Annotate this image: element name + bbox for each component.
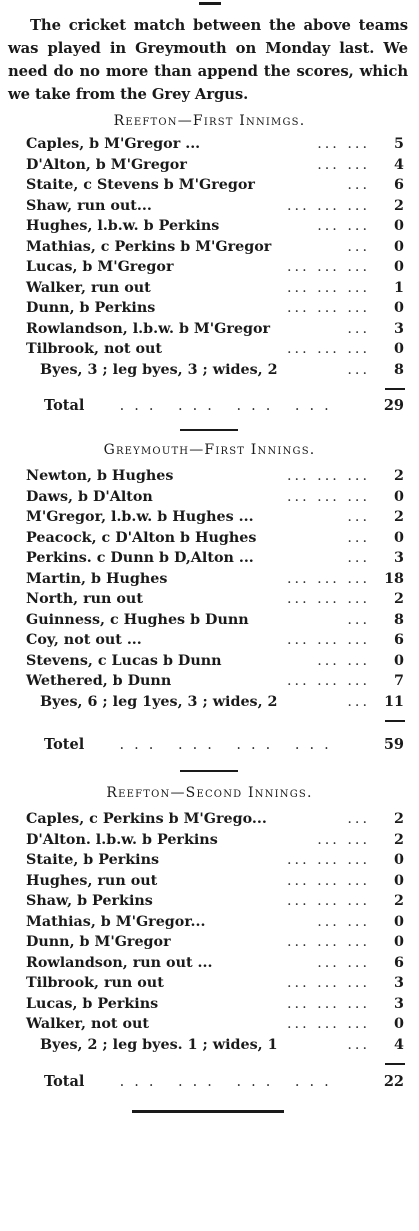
batsman-score: 6: [394, 177, 404, 193]
leader-dots: ... ... ...: [287, 975, 370, 991]
batsman-score: 6: [394, 632, 404, 648]
innings-batting-list: [26, 811, 404, 1057]
batsman-row: [26, 914, 404, 935]
extras-entry: Byes, 2 ; leg byes. 1 ; wides, 1: [40, 1036, 278, 1053]
batsman-row: [26, 612, 404, 633]
batsman-score: 0: [394, 488, 404, 505]
leader-dots: ... ...: [317, 652, 370, 669]
leader-dots: ... ... ...: [287, 852, 370, 868]
batsman-row: [26, 280, 404, 301]
batsman-entry: D'Alton. l.b.w. b Perkins: [26, 831, 218, 848]
total-label: Total: [44, 397, 85, 414]
leader-dots: ... ... ... ...: [119, 737, 339, 753]
batsman-entry: Walker, not out: [26, 1016, 150, 1032]
leader-dots: ... ... ...: [287, 872, 370, 889]
batsman-score: 5: [394, 136, 404, 152]
batsman-row: [26, 955, 404, 976]
batsman-score: 2: [394, 893, 404, 909]
total-score: 22: [383, 1073, 404, 1090]
leader-dots: ... ... ...: [287, 995, 370, 1012]
leader-dots: ... ... ...: [287, 279, 370, 296]
batsman-entry: Staite, b Perkins: [26, 852, 160, 868]
batsman-score: 0: [394, 652, 404, 669]
batsman-entry: Tilbrook, not out: [26, 341, 163, 357]
batsman-row: [26, 975, 404, 996]
batsman-score: 0: [394, 1016, 404, 1032]
batsman-score: 2: [394, 591, 404, 607]
batsman-row: [26, 136, 404, 157]
leader-dots: ... ... ... ...: [119, 1074, 339, 1090]
total-score: 59: [383, 736, 404, 753]
batsman-row: [26, 811, 404, 832]
leader-dots: ...: [347, 361, 370, 378]
leader-dots: ... ... ...: [287, 1016, 370, 1032]
batsman-entry: Shaw, b Perkins: [26, 893, 153, 909]
leader-dots: ...: [347, 550, 370, 566]
batsman-entry: Rowlandson, run out ...: [26, 954, 213, 971]
leader-dots: ... ... ...: [287, 632, 370, 648]
batsman-score: 0: [394, 218, 404, 234]
innings-batting-list: [26, 136, 404, 382]
leader-dots: ...: [347, 529, 370, 546]
leader-dots: ... ... ...: [287, 488, 370, 505]
leader-dots: ... ... ...: [287, 934, 370, 950]
total-row: [44, 736, 404, 753]
batsman-entry: Shaw, run out...: [26, 197, 152, 214]
leader-dots: ... ... ...: [287, 673, 370, 689]
batsman-entry: Perkins. c Dunn b D,Alton ...: [26, 550, 254, 566]
batsman-score: 7: [394, 673, 404, 689]
batsman-entry: Martin, b Hughes: [26, 570, 168, 587]
batsman-entry: Hughes, l.b.w. b Perkins: [26, 218, 220, 234]
batsman-score: 2: [394, 509, 404, 525]
batsman-row: [26, 550, 404, 571]
batsman-row: [26, 996, 404, 1017]
batsman-entry: Tilbrook, run out: [26, 975, 164, 991]
batsman-row: [26, 198, 404, 219]
batsman-entry: Caples, b M'Gregor ...: [26, 136, 201, 152]
total-row: [44, 1073, 404, 1090]
batsman-score: 2: [394, 811, 404, 827]
batsman-score: 18: [384, 570, 404, 587]
batsman-score: 0: [394, 259, 404, 275]
batsman-row: [26, 873, 404, 894]
batsman-score: 0: [394, 238, 404, 255]
batsman-row: [26, 300, 404, 321]
batsman-entry: Guinness, c Hughes b Dunn: [26, 611, 249, 628]
batsman-entry: Hughes, run out: [26, 872, 158, 889]
batsman-score: 0: [394, 852, 404, 868]
section-separator: [180, 429, 238, 431]
total-rule: [385, 720, 405, 722]
batsman-entry: Stevens, c Lucas b Dunn: [26, 652, 222, 669]
batsman-score: 4: [394, 156, 404, 173]
batsman-score: 0: [394, 934, 404, 950]
batsman-row: [26, 893, 404, 914]
extras-score: 8: [394, 361, 404, 378]
batsman-entry: Coy, not out ...: [26, 632, 142, 648]
leader-dots: ... ... ...: [287, 259, 370, 275]
batsman-row: [26, 239, 404, 260]
batsman-entry: Staite, c Stevens b M'Gregor: [26, 177, 255, 193]
batsman-row: [26, 259, 404, 280]
innings-batting-list: [26, 468, 404, 714]
batsman-row: [26, 321, 404, 342]
leader-dots: ... ... ...: [287, 300, 370, 316]
batsman-row: [26, 673, 404, 694]
batsman-row: [26, 832, 404, 853]
extras-row: [26, 694, 404, 715]
batsman-entry: Mathias, c Perkins b M'Gregor: [26, 238, 272, 255]
batsman-score: 1: [394, 279, 404, 296]
batsman-row: [26, 509, 404, 530]
batsman-score: 3: [394, 320, 404, 337]
innings-title: Reefton—First Innimgs.: [113, 113, 306, 129]
batsman-entry: M'Gregor, l.b.w. b Hughes ...: [26, 509, 254, 525]
batsman-score: 0: [394, 341, 404, 357]
leader-dots: ... ...: [317, 954, 370, 971]
batsman-score: 3: [394, 995, 404, 1012]
leader-dots: ...: [347, 811, 370, 827]
leader-dots: ...: [347, 177, 370, 193]
total-score: 29: [383, 397, 404, 414]
batsman-row: [26, 653, 404, 674]
batsman-row: [26, 489, 404, 510]
leader-dots: ...: [347, 1036, 370, 1053]
batsman-row: [26, 468, 404, 489]
batsman-row: [26, 632, 404, 653]
batsman-entry: Lucas, b Perkins: [26, 995, 159, 1012]
batsman-entry: Mathias, b M'Gregor...: [26, 913, 206, 930]
total-label: Totel: [44, 736, 85, 753]
leader-dots: ...: [347, 611, 370, 628]
innings-title: Reefton—Second Innings.: [106, 785, 313, 801]
batsman-score: 8: [394, 611, 404, 628]
batsman-entry: Wethered, b Dunn: [26, 673, 172, 689]
section-separator: [180, 770, 238, 772]
batsman-row: [26, 934, 404, 955]
batsman-row: [26, 218, 404, 239]
batsman-entry: Newton, b Hughes: [26, 468, 174, 484]
batsman-score: 0: [394, 872, 404, 889]
batsman-row: [26, 530, 404, 551]
leader-dots: ... ...: [317, 218, 370, 234]
leader-dots: ...: [347, 320, 370, 337]
leader-dots: ... ... ...: [287, 591, 370, 607]
batsman-entry: Dunn, b Perkins: [26, 300, 156, 316]
batsman-entry: Lucas, b M'Gregor: [26, 259, 174, 275]
batsman-entry: Rowlandson, l.b.w. b M'Gregor: [26, 320, 271, 337]
batsman-entry: Dunn, b M'Gregor: [26, 934, 171, 950]
closing-rule: [132, 1110, 284, 1113]
batsman-entry: Walker, run out: [26, 279, 151, 296]
leader-dots: ... ...: [317, 156, 370, 173]
intro-paragraph: The cricket match between the above teams was played in Greymouth on Monday last. We need do no more than append the scores, which we take from the Grey Argus.: [8, 17, 408, 103]
batsman-score: 2: [394, 468, 404, 484]
batsman-score: 2: [394, 831, 404, 848]
leader-dots: ...: [347, 238, 370, 255]
batsman-row: [26, 591, 404, 612]
leader-dots: ... ... ...: [287, 893, 370, 909]
batsman-row: [26, 157, 404, 178]
top-rule: [199, 2, 221, 5]
extras-score: 4: [394, 1036, 404, 1053]
total-rule: [385, 388, 405, 390]
batsman-row: [26, 852, 404, 873]
leader-dots: ... ...: [317, 831, 370, 848]
batsman-score: 3: [394, 550, 404, 566]
batsman-score: 3: [394, 975, 404, 991]
leader-dots: ... ...: [317, 913, 370, 930]
batsman-score: 0: [394, 913, 404, 930]
batsman-score: 0: [394, 300, 404, 316]
leader-dots: ... ... ...: [287, 341, 370, 357]
batsman-entry: Caples, c Perkins b M'Grego...: [26, 811, 267, 827]
batsman-score: 2: [394, 197, 404, 214]
batsman-score: 0: [394, 529, 404, 546]
batsman-entry: Daws, b D'Alton: [26, 488, 153, 505]
total-label: Total: [44, 1073, 85, 1090]
batsman-row: [26, 341, 404, 362]
leader-dots: ... ... ...: [287, 570, 370, 587]
batsman-row: [26, 571, 404, 592]
leader-dots: ...: [347, 509, 370, 525]
batsman-entry: Peacock, c D'Alton b Hughes: [26, 529, 257, 546]
innings-title: Greymouth—First Innings.: [103, 442, 316, 458]
extras-row: [26, 362, 404, 383]
leader-dots: ...: [347, 693, 370, 710]
extras-score: 11: [384, 693, 404, 710]
batsman-entry: North, run out: [26, 591, 143, 607]
batsman-row: [26, 1016, 404, 1037]
extras-entry: Byes, 6 ; leg 1yes, 3 ; wides, 2: [40, 693, 278, 710]
leader-dots: ... ...: [317, 136, 370, 152]
extras-entry: Byes, 3 ; leg byes, 3 ; wides, 2: [40, 361, 278, 378]
total-rule: [385, 1063, 405, 1065]
batsman-score: 6: [394, 954, 404, 971]
leader-dots: ... ... ... ...: [119, 398, 339, 414]
total-row: [44, 397, 404, 414]
batsman-entry: D'Alton, b M'Gregor: [26, 156, 187, 173]
leader-dots: ... ... ...: [287, 197, 370, 214]
extras-row: [26, 1037, 404, 1058]
batsman-row: [26, 177, 404, 198]
leader-dots: ... ... ...: [287, 468, 370, 484]
